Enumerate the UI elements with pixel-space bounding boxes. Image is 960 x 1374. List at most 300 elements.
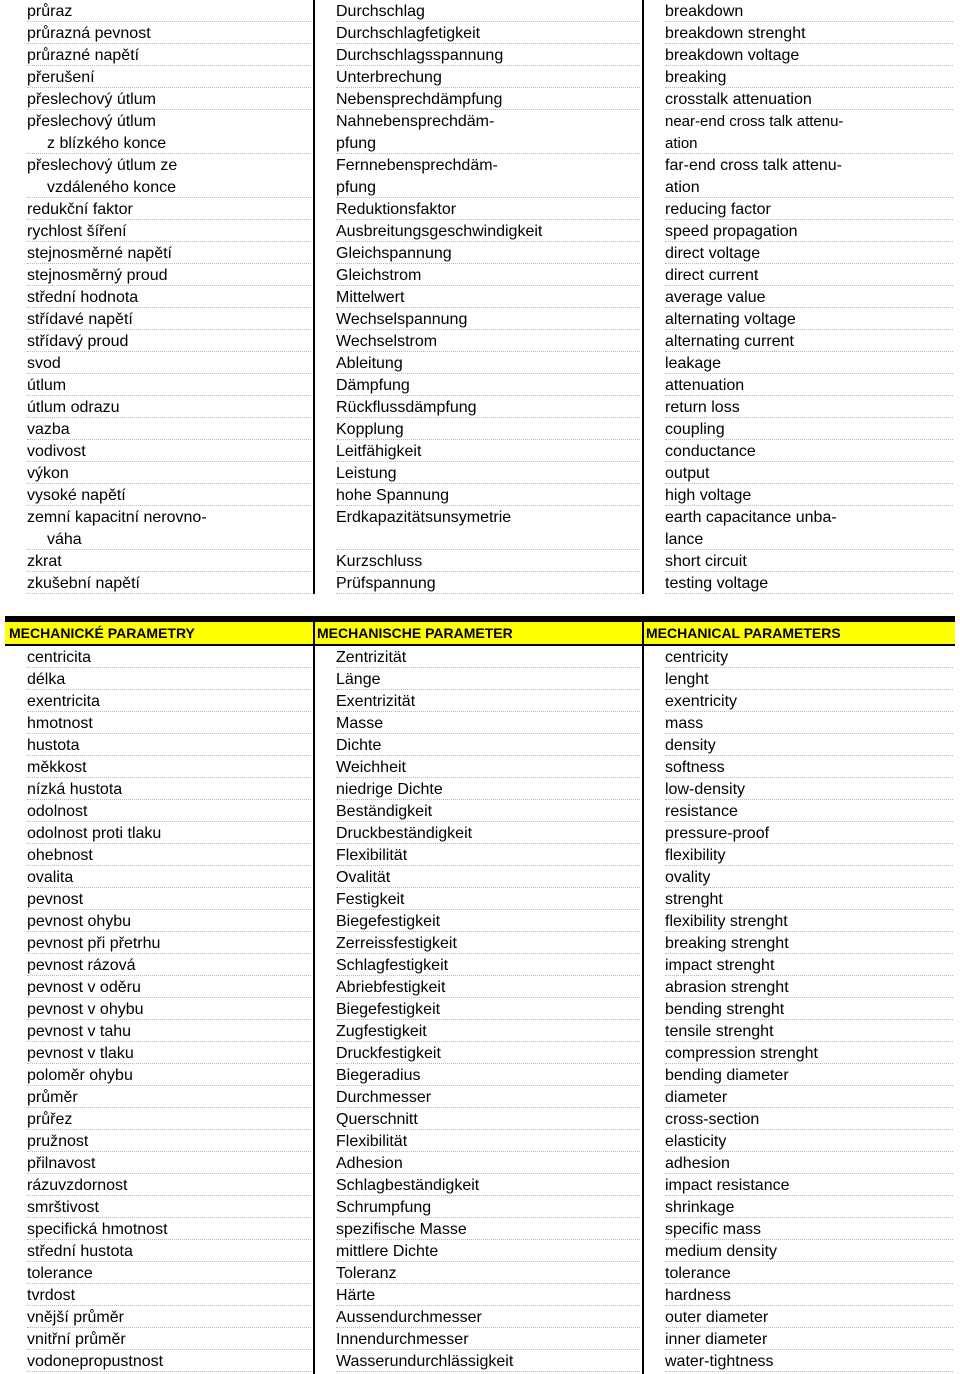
- term-german: [336, 242, 640, 264]
- term-line: Schlagfestigkeit: [336, 957, 449, 974]
- table-row: [5, 1262, 955, 1284]
- term-line: pevnost ohybu: [27, 913, 132, 930]
- table-row: [5, 668, 955, 690]
- term-czech: [27, 242, 311, 264]
- term-czech: [27, 484, 311, 506]
- term-line: střední hodnota: [27, 289, 139, 306]
- term-english: [665, 462, 953, 484]
- term-german: [336, 1240, 640, 1262]
- term-english: [665, 800, 953, 822]
- term-czech: [27, 154, 311, 198]
- term-line: [336, 528, 640, 550]
- term-line: Länge: [336, 671, 381, 688]
- term-czech: [27, 308, 311, 330]
- table-row: [5, 1240, 955, 1262]
- term-line: Wechselspannung: [336, 311, 468, 328]
- term-line: earth capacitance unba-: [665, 509, 837, 526]
- term-german: [336, 734, 640, 756]
- term-line: return loss: [665, 399, 740, 416]
- term-line: pfung: [336, 179, 377, 196]
- term-line: breakdown voltage: [665, 47, 800, 64]
- term-czech: [27, 800, 311, 822]
- table-row: [5, 844, 955, 866]
- table-row: [5, 1152, 955, 1174]
- term-line: Masse: [336, 715, 384, 732]
- term-line: attenuation: [665, 377, 745, 394]
- term-german: [336, 998, 640, 1020]
- term-german: [336, 1284, 640, 1306]
- table-row: [5, 110, 955, 154]
- term-line: specific mass: [665, 1221, 762, 1238]
- term-line: rázuvzdornost: [27, 1177, 128, 1194]
- term-line: compression strenght: [665, 1045, 818, 1062]
- term-czech: [27, 998, 311, 1020]
- term-line: impact strenght: [665, 957, 775, 974]
- term-line: direct voltage: [665, 245, 761, 262]
- term-german: [336, 418, 640, 440]
- term-line: vysoké napětí: [27, 487, 126, 504]
- term-line: zkrat: [27, 553, 62, 570]
- table-row: [5, 1284, 955, 1306]
- term-german: [336, 1152, 640, 1174]
- term-german: [336, 286, 640, 308]
- term-line: lenght: [665, 671, 709, 688]
- table-row: [5, 286, 955, 308]
- term-czech: [27, 668, 311, 690]
- term-line: hmotnost: [27, 715, 93, 732]
- term-german: [336, 308, 640, 330]
- term-line: pevnost při přetrhu: [27, 935, 161, 952]
- term-line: Zerreissfestigkeit: [336, 935, 457, 952]
- term-line: centricita: [27, 649, 92, 666]
- term-czech: [27, 954, 311, 976]
- term-line: flexibility: [665, 847, 726, 864]
- term-line: pressure-proof: [665, 825, 770, 842]
- term-english: [665, 1064, 953, 1086]
- electrical-section: [5, 0, 955, 600]
- term-german: [336, 396, 640, 418]
- table-row: [5, 0, 955, 22]
- term-line: Adhesion: [336, 1155, 403, 1172]
- term-czech: [27, 440, 311, 462]
- term-line: vnější průměr: [27, 1309, 124, 1326]
- term-line: far-end cross talk attenu-: [665, 157, 842, 174]
- term-english: [665, 646, 953, 668]
- table-row: [5, 1064, 955, 1086]
- term-line: Durchschlagfetigkeit: [336, 25, 481, 42]
- term-line: spezifische Masse: [336, 1221, 467, 1238]
- table-row: [5, 910, 955, 932]
- term-line: Härte: [336, 1287, 376, 1304]
- term-czech: [27, 286, 311, 308]
- term-czech: [27, 1240, 311, 1262]
- term-czech: [27, 550, 311, 572]
- term-german: [336, 712, 640, 734]
- term-line: near-end cross talk attenu-: [665, 113, 844, 130]
- term-line: mass: [665, 715, 704, 732]
- term-line: Reduktionsfaktor: [336, 201, 457, 218]
- term-czech: [27, 330, 311, 352]
- term-line: pevnost v tahu: [27, 1023, 132, 1040]
- term-line: exentricity: [665, 693, 738, 710]
- term-line: Druckfestigkeit: [336, 1045, 441, 1062]
- term-german: [336, 1020, 640, 1042]
- table-row: [5, 712, 955, 734]
- term-line: Fernnebensprechdäm-: [336, 157, 498, 174]
- term-german: [336, 1064, 640, 1086]
- term-line: specifická hmotnost: [27, 1221, 168, 1238]
- term-line: water-tightness: [665, 1353, 774, 1370]
- table-row: [5, 866, 955, 888]
- table-row: [5, 932, 955, 954]
- term-line: Aussendurchmesser: [336, 1309, 482, 1326]
- table-row: [5, 352, 955, 374]
- term-german: [336, 0, 640, 22]
- term-czech: [27, 646, 311, 668]
- term-line: breaking: [665, 69, 727, 86]
- term-czech: [27, 110, 311, 154]
- term-czech: [27, 888, 311, 910]
- term-english: [665, 154, 953, 198]
- term-line: Rückflussdämpfung: [336, 399, 477, 416]
- term-english: [665, 1284, 953, 1306]
- term-english: [665, 220, 953, 242]
- table-row: [5, 88, 955, 110]
- term-line: Nebensprechdämpfung: [336, 91, 503, 108]
- term-line: váha: [47, 531, 82, 548]
- term-line: Abriebfestigkeit: [336, 979, 446, 996]
- table-row: [5, 506, 955, 550]
- term-line: Nahnebensprechdäm-: [336, 113, 495, 130]
- term-line: high voltage: [665, 487, 752, 504]
- term-english: [665, 198, 953, 220]
- term-line: niedrige Dichte: [336, 781, 443, 798]
- table-row: [5, 22, 955, 44]
- term-line: Innendurchmesser: [336, 1331, 469, 1348]
- term-line: alternating current: [665, 333, 794, 350]
- header-czech: MECHANICKÉ PARAMETRY: [9, 625, 195, 641]
- term-german: [336, 550, 640, 572]
- term-line: Leitfähigkeit: [336, 443, 422, 460]
- term-line: leakage: [665, 355, 722, 372]
- term-line: hohe Spannung: [336, 487, 449, 504]
- term-line: lance: [665, 531, 704, 548]
- term-english: [665, 888, 953, 910]
- table-row: [5, 484, 955, 506]
- term-line: Schlagbeständigkeit: [336, 1177, 480, 1194]
- term-line: Prüfspannung: [336, 575, 436, 592]
- term-english: [665, 264, 953, 286]
- term-line: bending strenght: [665, 1001, 785, 1018]
- table-row: [5, 1042, 955, 1064]
- term-line: průraz: [27, 3, 73, 20]
- table-row: [5, 264, 955, 286]
- table-row: [5, 1086, 955, 1108]
- term-line: Mittelwert: [336, 289, 405, 306]
- term-line: Wasserundurchlässigkeit: [336, 1353, 514, 1370]
- term-czech: [27, 1130, 311, 1152]
- term-czech: [27, 712, 311, 734]
- term-german: [336, 1108, 640, 1130]
- term-line: průměr: [27, 1089, 78, 1106]
- term-german: [336, 66, 640, 88]
- table-row: [5, 778, 955, 800]
- term-line: Biegefestigkeit: [336, 913, 441, 930]
- term-line: Biegefestigkeit: [336, 1001, 441, 1018]
- term-line: breakdown strenght: [665, 25, 806, 42]
- term-czech: [27, 844, 311, 866]
- term-english: [665, 712, 953, 734]
- term-line: pfung: [336, 135, 377, 152]
- term-line: Leistung: [336, 465, 397, 482]
- term-line: rychlost šíření: [27, 223, 127, 240]
- term-czech: [27, 506, 311, 550]
- table-row: [5, 1108, 955, 1130]
- term-line: output: [665, 465, 710, 482]
- term-german: [336, 572, 640, 594]
- term-english: [665, 572, 953, 594]
- table-row: [5, 1306, 955, 1328]
- term-english: [665, 110, 953, 154]
- term-line: odolnost: [27, 803, 88, 820]
- table-row: [5, 954, 955, 976]
- term-line: Ovalität: [336, 869, 391, 886]
- term-line: útlum: [27, 377, 67, 394]
- term-line: ovality: [665, 869, 711, 886]
- term-german: [336, 264, 640, 286]
- term-line: Dichte: [336, 737, 382, 754]
- term-line: vazba: [27, 421, 70, 438]
- term-line: přeslechový útlum: [27, 91, 156, 108]
- term-german: [336, 690, 640, 712]
- term-line: vodivost: [27, 443, 86, 460]
- term-line: elasticity: [665, 1133, 727, 1150]
- term-english: [665, 1152, 953, 1174]
- term-english: [665, 734, 953, 756]
- table-row: [5, 462, 955, 484]
- term-english: [665, 998, 953, 1020]
- term-german: [336, 44, 640, 66]
- term-line: Durchschlag: [336, 3, 425, 20]
- term-english: [665, 22, 953, 44]
- term-line: Zentrizität: [336, 649, 407, 666]
- term-line: conductance: [665, 443, 756, 460]
- term-english: [665, 440, 953, 462]
- table-row: [5, 1020, 955, 1042]
- term-line: Durchmesser: [336, 1089, 432, 1106]
- term-german: [336, 646, 640, 668]
- term-line: crosstalk attenuation: [665, 91, 812, 108]
- term-english: [665, 396, 953, 418]
- term-line: průřez: [27, 1111, 73, 1128]
- header-german: MECHANISCHE PARAMETER: [317, 625, 513, 641]
- term-czech: [27, 690, 311, 712]
- term-english: [665, 1262, 953, 1284]
- term-line: Ausbreitungsgeschwindigkeit: [336, 223, 543, 240]
- term-czech: [27, 1262, 311, 1284]
- term-czech: [27, 734, 311, 756]
- term-german: [336, 822, 640, 844]
- table-row: [5, 1196, 955, 1218]
- term-english: [665, 1130, 953, 1152]
- term-line: střídavé napětí: [27, 311, 133, 328]
- term-line: délka: [27, 671, 66, 688]
- term-line: Dämpfung: [336, 377, 410, 394]
- term-czech: [27, 88, 311, 110]
- term-english: [665, 866, 953, 888]
- term-german: [336, 932, 640, 954]
- term-czech: [27, 1086, 311, 1108]
- term-line: stejnosměrné napětí: [27, 245, 172, 262]
- term-czech: [27, 66, 311, 88]
- term-german: [336, 976, 640, 998]
- term-czech: [27, 396, 311, 418]
- term-line: Durchschlagsspannung: [336, 47, 504, 64]
- term-line: Druckbeständigkeit: [336, 825, 473, 842]
- term-line: diameter: [665, 1089, 728, 1106]
- term-english: [665, 1218, 953, 1240]
- term-line: poloměr ohybu: [27, 1067, 133, 1084]
- table-row: [5, 888, 955, 910]
- term-czech: [27, 910, 311, 932]
- term-english: [665, 550, 953, 572]
- table-row: [5, 66, 955, 88]
- table-row: [5, 44, 955, 66]
- term-line: medium density: [665, 1243, 778, 1260]
- term-line: centricity: [665, 649, 729, 666]
- table-row: [5, 1174, 955, 1196]
- term-german: [336, 462, 640, 484]
- term-czech: [27, 1196, 311, 1218]
- term-line: direct current: [665, 267, 759, 284]
- term-line: hustota: [27, 737, 80, 754]
- term-czech: [27, 1284, 311, 1306]
- term-line: Flexibilität: [336, 1133, 408, 1150]
- term-english: [665, 844, 953, 866]
- term-line: přeslechový útlum ze: [27, 157, 178, 174]
- term-line: tolerance: [665, 1265, 731, 1282]
- term-line: softness: [665, 759, 725, 776]
- term-czech: [27, 822, 311, 844]
- term-english: [665, 0, 953, 22]
- term-english: [665, 1196, 953, 1218]
- table-row: [5, 550, 955, 572]
- term-line: short circuit: [665, 553, 747, 570]
- term-czech: [27, 418, 311, 440]
- term-line: testing voltage: [665, 575, 769, 592]
- term-czech: [27, 1042, 311, 1064]
- term-german: [336, 1196, 640, 1218]
- term-line: Wechselstrom: [336, 333, 438, 350]
- term-german: [336, 866, 640, 888]
- term-english: [665, 352, 953, 374]
- term-english: [665, 668, 953, 690]
- term-czech: [27, 932, 311, 954]
- term-german: [336, 1218, 640, 1240]
- term-line: Kopplung: [336, 421, 404, 438]
- electrical-term-list: [5, 0, 955, 594]
- term-german: [336, 1328, 640, 1350]
- term-english: [665, 822, 953, 844]
- table-row: [5, 976, 955, 998]
- term-czech: [27, 1350, 311, 1372]
- term-line: průrazná pevnost: [27, 25, 151, 42]
- table-row: [5, 242, 955, 264]
- table-row: [5, 1328, 955, 1350]
- term-english: [665, 242, 953, 264]
- term-czech: [27, 1108, 311, 1130]
- term-line: speed propagation: [665, 223, 798, 240]
- term-czech: [27, 198, 311, 220]
- term-english: [665, 1020, 953, 1042]
- term-line: Flexibilität: [336, 847, 408, 864]
- term-czech: [27, 22, 311, 44]
- table-row: [5, 800, 955, 822]
- term-english: [665, 1240, 953, 1262]
- term-line: bending diameter: [665, 1067, 789, 1084]
- term-line: smrštivost: [27, 1199, 99, 1216]
- term-german: [336, 954, 640, 976]
- term-line: Gleichstrom: [336, 267, 422, 284]
- term-czech: [27, 0, 311, 22]
- table-row: [5, 690, 955, 712]
- term-german: [336, 910, 640, 932]
- term-line: coupling: [665, 421, 725, 438]
- term-czech: [27, 1020, 311, 1042]
- term-line: Erdkapazitätsunsymetrie: [336, 509, 512, 526]
- term-english: [665, 286, 953, 308]
- term-english: [665, 690, 953, 712]
- term-line: pružnost: [27, 1133, 89, 1150]
- term-english: [665, 330, 953, 352]
- term-line: svod: [27, 355, 61, 372]
- term-czech: [27, 220, 311, 242]
- term-line: vzdáleného konce: [47, 179, 176, 196]
- table-row: [5, 220, 955, 242]
- term-line: pevnost v ohybu: [27, 1001, 144, 1018]
- term-german: [336, 506, 640, 550]
- term-english: [665, 1108, 953, 1130]
- term-czech: [27, 1328, 311, 1350]
- term-czech: [27, 352, 311, 374]
- term-english: [665, 66, 953, 88]
- term-line: útlum odrazu: [27, 399, 120, 416]
- table-row: [5, 154, 955, 198]
- term-line: měkkost: [27, 759, 87, 776]
- term-german: [336, 800, 640, 822]
- table-row: [5, 1350, 955, 1372]
- term-line: low-density: [665, 781, 746, 798]
- term-line: přeslechový útlum: [27, 113, 156, 130]
- term-line: resistance: [665, 803, 738, 820]
- term-line: Querschnitt: [336, 1111, 418, 1128]
- table-row: [5, 198, 955, 220]
- term-czech: [27, 778, 311, 800]
- term-german: [336, 1262, 640, 1284]
- term-line: Exentrizität: [336, 693, 416, 710]
- term-line: pevnost v oděru: [27, 979, 141, 996]
- term-german: [336, 778, 640, 800]
- table-row: [5, 1218, 955, 1240]
- term-line: strenght: [665, 891, 723, 908]
- term-line: Beständigkeit: [336, 803, 433, 820]
- term-czech: [27, 572, 311, 594]
- term-line: střídavý proud: [27, 333, 129, 350]
- term-line: výkon: [27, 465, 69, 482]
- term-line: abrasion strenght: [665, 979, 789, 996]
- term-german: [336, 352, 640, 374]
- mechanical-term-list: [5, 646, 955, 1372]
